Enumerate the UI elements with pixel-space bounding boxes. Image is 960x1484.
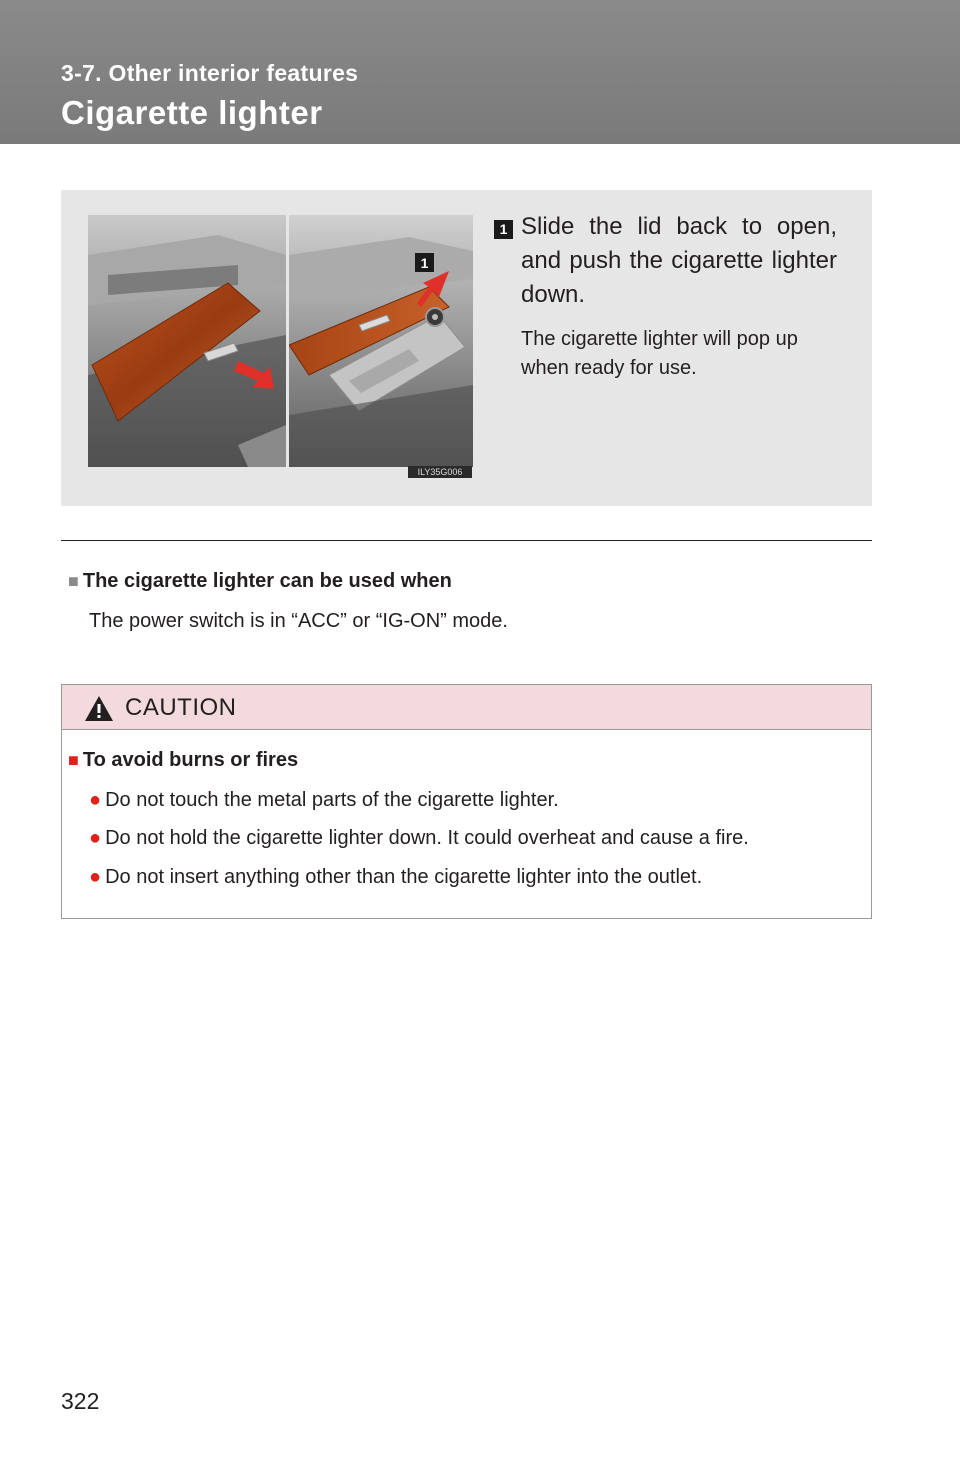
photo-lid-closed [88,215,286,467]
section-divider [61,540,872,541]
info-heading-text: The cigarette lighter can be used when [82,570,452,592]
caution-bullet [89,827,749,850]
page-number: 322 [61,1388,100,1414]
step-note: The cigarette lighter will pop up when ready for use. [521,328,798,379]
caution-bullet-text: Do not hold the cigarette lighter down. It could overheat and cause a fire. [105,827,749,849]
info-body: The power switch is in “ACC” or “IG-ON” mode. [89,610,508,632]
step-instruction: Slide the lid back to open, and push the cigarette lighter down. [521,213,837,308]
caution-subheading [68,749,298,772]
caution-box [61,684,872,919]
caution-subheading-text: To avoid burns or fires [82,749,299,771]
figure-code: ILY35G006 [408,466,472,478]
square-bullet-icon: ■ [68,750,79,770]
caution-bullet [89,866,702,889]
section-label: 3-7. Other interior features [61,60,359,86]
caution-title: CAUTION [125,694,237,721]
caution-bullet-text: Do not insert anything other than the cigarette lighter into the outlet. [105,866,703,888]
warning-triangle-icon [84,695,114,722]
photo-lid-open [289,215,473,467]
caution-bullet [89,789,559,812]
page-title: Cigarette lighter [61,94,323,131]
caution-header [62,685,871,730]
photo-callout-label: 1 [420,255,429,271]
caution-bullet-text: Do not touch the metal parts of the cigarette lighter. [105,789,559,811]
bullet-dot-icon: ● [89,789,102,811]
step-number-badge: 1 [494,220,513,239]
figure-panel [61,190,872,506]
bullet-dot-icon: ● [89,866,102,888]
page-header [0,0,960,144]
bullet-dot-icon: ● [89,827,102,849]
square-bullet-icon: ■ [68,571,79,591]
info-heading [68,570,452,593]
